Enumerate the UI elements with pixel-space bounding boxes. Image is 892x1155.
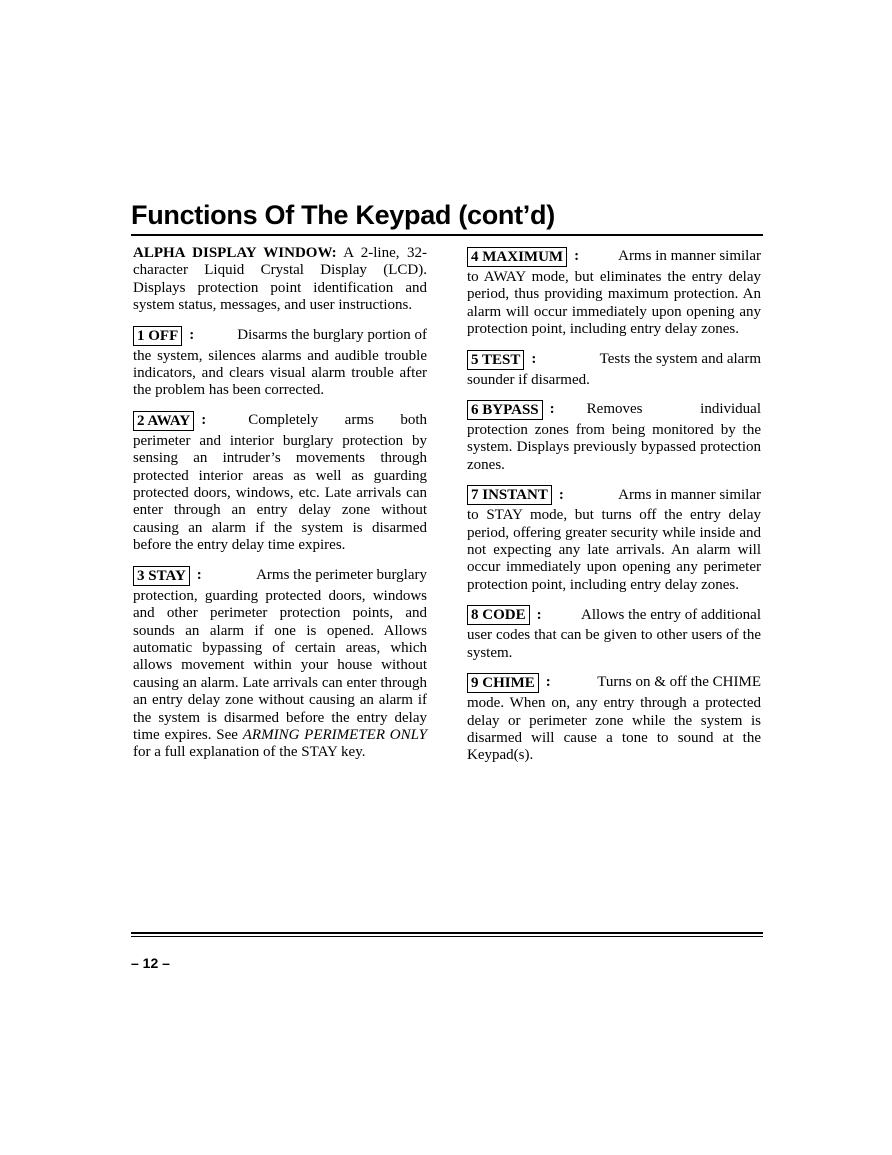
instant-key-label: 7 INSTANT bbox=[467, 485, 552, 505]
colon: : bbox=[574, 248, 580, 265]
away-key-label: 2 AWAY bbox=[133, 411, 194, 431]
key-entry-maximum bbox=[467, 245, 761, 339]
title-divider bbox=[131, 234, 763, 236]
page-title: Functions Of The Keypad (cont’d) bbox=[131, 200, 555, 230]
alpha-display-label: ALPHA DISPLAY WINDOW: bbox=[133, 245, 337, 261]
colon: : bbox=[536, 606, 542, 623]
colon: : bbox=[196, 566, 202, 583]
stay-lead-text: Arms the perimeter burglary bbox=[256, 566, 427, 583]
alpha-display-paragraph bbox=[133, 245, 427, 315]
chime-description: mode. When on, any entry through a protected delay or perimeter zone while the system is disarmed will cause a tone to sound at the Keypad(s). bbox=[467, 695, 761, 764]
footer-divider-thin bbox=[131, 936, 763, 937]
stay-description bbox=[133, 588, 427, 762]
key-entry-instant bbox=[467, 483, 761, 594]
instant-lead-text: Arms in manner similar bbox=[618, 486, 761, 503]
arming-perimeter-reference: ARMING PERIMETER ONLY bbox=[242, 726, 428, 743]
chime-key-label: 9 CHIME bbox=[467, 673, 539, 693]
away-lead-text: Completely arms both bbox=[248, 412, 427, 429]
code-key-label: 8 CODE bbox=[467, 605, 530, 625]
stay-key-label: 3 STAY bbox=[133, 566, 190, 586]
key-lead-line bbox=[133, 564, 427, 588]
key-lead-line bbox=[467, 245, 761, 269]
footer-divider bbox=[131, 932, 763, 934]
colon: : bbox=[531, 350, 537, 367]
key-entry-bypass bbox=[467, 398, 761, 474]
off-key-label: 1 OFF bbox=[133, 326, 182, 346]
colon: : bbox=[201, 412, 207, 429]
key-lead-line bbox=[467, 348, 761, 372]
alpha-display-text: A 2-line, 32-character Liquid Crystal Display (LCD). Displays protection point identification and system status, messages, and user instructions. bbox=[133, 245, 427, 314]
key-entry-away bbox=[133, 409, 427, 555]
bypass-lead-text: Removes individual bbox=[586, 401, 761, 418]
away-description: perimeter and interior burglary protection by sensing an intruder’s movements through protected interior areas as well as guarding protected doors, windows, etc. Late arrivals can enter through an entry delay zone without causing an alarm if the system is disarmed before the entry delay time expires. bbox=[133, 432, 427, 554]
key-entry-off bbox=[133, 324, 427, 400]
key-entry-test bbox=[467, 348, 761, 389]
off-description: the system, silences alarms and audible trouble indicators, and clears visual alarm trouble after the problem has been corrected. bbox=[133, 347, 427, 399]
colon: : bbox=[189, 326, 195, 343]
bypass-key-label: 6 BYPASS bbox=[467, 400, 543, 420]
key-lead-line bbox=[467, 603, 761, 627]
stay-body-end: for a full explanation of the STAY key. bbox=[133, 744, 366, 761]
maximum-lead-text: Arms in manner similar bbox=[618, 248, 761, 265]
test-key-label: 5 TEST bbox=[467, 350, 524, 370]
maximum-description: to AWAY mode, but eliminates the entry delay period, thus providing maximum protection. An alarm will occur immediately upon opening any protection point, including entry delay zones. bbox=[467, 269, 761, 338]
left-column bbox=[133, 245, 427, 771]
chime-lead-text: Turns on & off the CHIME bbox=[597, 674, 761, 691]
code-lead-text: Allows the entry of additional bbox=[581, 606, 761, 623]
code-description: user codes that can be given to other users of the system. bbox=[467, 627, 761, 661]
colon: : bbox=[558, 486, 564, 503]
key-lead-line bbox=[133, 409, 427, 433]
key-entry-code bbox=[467, 603, 761, 662]
page-number: – 12 – bbox=[131, 955, 170, 971]
key-lead-line bbox=[467, 671, 761, 695]
key-entry-stay bbox=[133, 564, 427, 762]
key-lead-line bbox=[133, 324, 427, 348]
stay-body-text: protection, guarding protected doors, windows and other perimeter protection points, and sounds an alarm if one is opened. Allows automatic bypassing of certain areas, which allows movement within your house without causing an alarm. Late arrivals can enter through an entry delay zone without causing an alarm if the system is disarmed before the entry delay time expires. See bbox=[133, 587, 427, 743]
colon: : bbox=[545, 674, 551, 691]
key-lead-line bbox=[467, 398, 761, 422]
test-description: sounder if disarmed. bbox=[467, 371, 590, 388]
instant-description: to STAY mode, but turns off the entry delay period, offering greater security while inside and not expecting any late arrivals. An alarm will occur immediately upon opening any perimeter protection point, including entry delay zones. bbox=[467, 507, 761, 593]
off-lead-text: Disarms the burglary portion of bbox=[237, 326, 427, 343]
test-lead-text: Tests the system and alarm bbox=[599, 350, 761, 367]
right-column bbox=[467, 245, 761, 774]
colon: : bbox=[549, 401, 555, 418]
maximum-key-label: 4 MAXIMUM bbox=[467, 247, 567, 267]
bypass-description: protection zones from being monitored by the system. Displays previously bypassed protection zones. bbox=[467, 422, 761, 473]
key-lead-line bbox=[467, 483, 761, 507]
key-entry-chime bbox=[467, 671, 761, 765]
